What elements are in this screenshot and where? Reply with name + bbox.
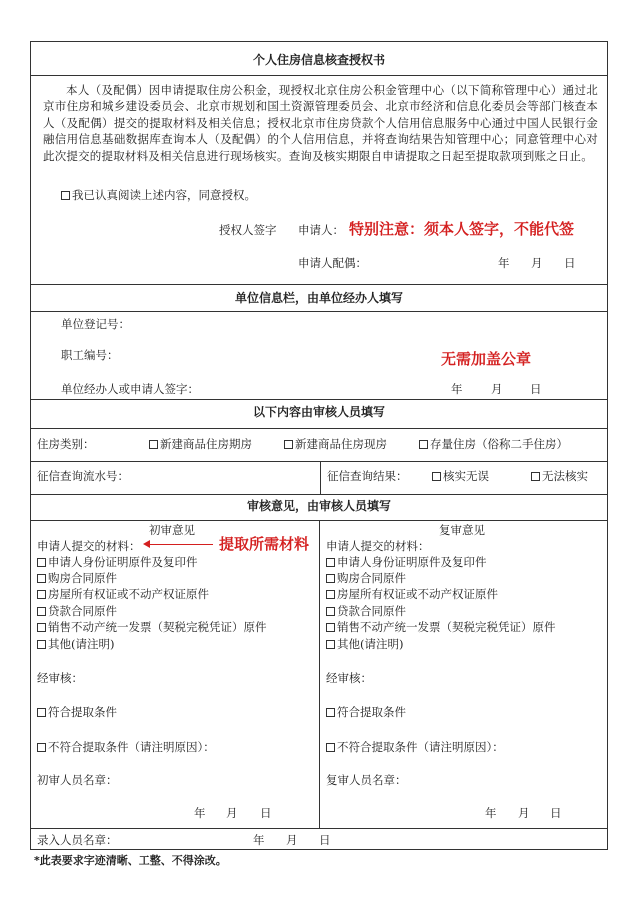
first-date-year: 年 xyxy=(194,806,206,820)
housing-option xyxy=(149,436,252,452)
reviewer-section-title: 以下内容由审核人员填写 xyxy=(252,405,385,419)
entry-date-year: 年 xyxy=(253,833,265,847)
first-meets-row xyxy=(37,704,117,720)
second-review-heading: 复审意见 xyxy=(439,523,485,537)
housing-option-checkbox[interactable] xyxy=(149,440,158,449)
second-material-checkbox[interactable] xyxy=(326,558,335,567)
second-material-label: 申请人身份证明原件及复印件 xyxy=(337,555,487,569)
second-meets-row xyxy=(326,704,406,720)
first-not-meets-row xyxy=(37,739,215,755)
divider xyxy=(319,520,320,828)
second-material-label: 销售不动产统一发票（契税完税凭证）原件 xyxy=(337,620,556,634)
unit-date-month: 月 xyxy=(491,382,503,396)
divider xyxy=(31,75,607,76)
divider xyxy=(31,461,607,462)
spouse-label: 申请人配偶： xyxy=(298,256,367,270)
spouse-date-month: 月 xyxy=(531,256,543,270)
second-material xyxy=(326,586,498,602)
first-review-heading: 初审意见 xyxy=(149,523,195,537)
first-material-checkbox[interactable] xyxy=(37,623,46,632)
second-date-year: 年 xyxy=(485,806,497,820)
first-material-checkbox[interactable] xyxy=(37,590,46,599)
divider xyxy=(31,399,607,400)
second-date-month: 月 xyxy=(518,806,530,820)
second-not-meets-checkbox[interactable] xyxy=(326,743,335,752)
agree-checkbox-label: 我已认真阅读上述内容，同意授权。 xyxy=(72,188,256,202)
second-material xyxy=(326,603,406,619)
second-material xyxy=(326,570,406,586)
first-material-checkbox[interactable] xyxy=(37,558,46,567)
signature-label: 授权人签字 xyxy=(219,223,277,237)
first-material-label: 其他(请注明) xyxy=(48,637,115,651)
first-material-checkbox[interactable] xyxy=(37,574,46,583)
second-material-checkbox[interactable] xyxy=(326,590,335,599)
applicant-signature-note: 特别注意：须本人签字，不能代签 xyxy=(349,220,575,238)
credit-option xyxy=(432,468,489,484)
first-material-label: 房屋所有权证或不动产权证原件 xyxy=(48,587,209,601)
first-material xyxy=(37,636,114,652)
review-section-title: 审核意见，由审核人员填写 xyxy=(246,499,391,513)
divider xyxy=(31,828,607,829)
credit-option xyxy=(531,468,588,484)
second-material-label: 房屋所有权证或不动产权证原件 xyxy=(337,587,498,601)
first-material-label: 销售不动产统一发票（契税完税凭证）原件 xyxy=(48,620,267,634)
first-material xyxy=(37,603,117,619)
housing-option xyxy=(419,436,568,452)
first-material xyxy=(37,554,198,570)
second-materials-label: 申请人提交的材料： xyxy=(326,539,430,553)
housing-option xyxy=(284,436,387,452)
second-material xyxy=(326,554,487,570)
first-material-label: 申请人身份证明原件及复印件 xyxy=(48,555,198,569)
second-meets-checkbox[interactable] xyxy=(326,708,335,717)
second-material-checkbox[interactable] xyxy=(326,607,335,616)
stamp-note: 无需加盖公章 xyxy=(441,350,532,368)
second-material xyxy=(326,636,403,652)
second-seal-label: 复审人员名章： xyxy=(326,773,407,787)
credit-option-checkbox[interactable] xyxy=(531,472,540,481)
second-material-checkbox[interactable] xyxy=(326,623,335,632)
first-date-day: 日 xyxy=(260,806,272,820)
authorization-paragraph: 本人（及配偶）因申请提取住房公积金，现授权北京住房公积金管理中心（以下简称管理中心）通过北京市住房和城乡建设委员会、北京市规划和国土资源管理委员会、北京市经济和信息化委员会等部门核查本人（及配偶）提交的提取材料及相关信息；授权北京市住房贷款个人信用信息服务中心通过中国人民银行金融信用信息基础数据库查询本人（及配偶）的个人信用信息，并将查询结果告知管理中心；同意管理中心对此次提交的提取材料及相关信息进行现场核实。查询及核实期限自申请提取之日起至提取款项到账之日止。 xyxy=(43,83,598,163)
divider xyxy=(31,311,607,312)
second-material-checkbox[interactable] xyxy=(326,574,335,583)
divider xyxy=(31,428,607,429)
second-material-checkbox[interactable] xyxy=(326,640,335,649)
first-date-month: 月 xyxy=(226,806,238,820)
spouse-date-year: 年 xyxy=(498,256,510,270)
divider xyxy=(31,494,607,495)
unit-date-day: 日 xyxy=(530,382,542,396)
first-not-meets-checkbox[interactable] xyxy=(37,743,46,752)
first-material-label: 贷款合同原件 xyxy=(48,604,117,618)
second-material-label: 购房合同原件 xyxy=(337,571,406,585)
annotation-arrow xyxy=(147,544,213,545)
spouse-date-day: 日 xyxy=(564,256,576,270)
employee-no-label: 职工编号： xyxy=(61,348,119,362)
footnote: *此表要求字迹清晰、工整、不得涂改。 xyxy=(34,854,227,867)
first-seal-label: 初审人员名章： xyxy=(37,773,118,787)
form-title: 个人住房信息核查授权书 xyxy=(252,53,385,67)
unit-section-title: 单位信息栏，由单位经办人填写 xyxy=(234,291,403,305)
entry-date-day: 日 xyxy=(319,833,331,847)
agree-row xyxy=(61,187,256,203)
credit-option-label: 无法核实 xyxy=(542,469,588,483)
first-meets-checkbox[interactable] xyxy=(37,708,46,717)
first-material-checkbox[interactable] xyxy=(37,640,46,649)
authorization-form xyxy=(30,41,608,850)
second-material-label: 贷款合同原件 xyxy=(337,604,406,618)
credit-serial-label: 征信查询流水号： xyxy=(37,469,129,483)
agree-checkbox[interactable] xyxy=(61,191,70,200)
second-audit-label: 经审核： xyxy=(326,671,372,685)
materials-note: 提取所需材料 xyxy=(219,535,310,553)
housing-option-checkbox[interactable] xyxy=(419,440,428,449)
first-material-checkbox[interactable] xyxy=(37,607,46,616)
credit-option-checkbox[interactable] xyxy=(432,472,441,481)
first-material xyxy=(37,570,117,586)
first-material xyxy=(37,586,209,602)
first-meets-label: 符合提取条件 xyxy=(48,705,117,719)
second-date-day: 日 xyxy=(550,806,562,820)
divider xyxy=(31,284,607,285)
credit-result-label: 征信查询结果： xyxy=(327,469,408,483)
divider xyxy=(320,461,321,494)
first-audit-label: 经审核： xyxy=(37,671,83,685)
first-material-label: 购房合同原件 xyxy=(48,571,117,585)
credit-option-label: 核实无误 xyxy=(443,469,489,483)
housing-option-label: 新建商品住房期房 xyxy=(160,437,252,451)
first-materials-label: 申请人提交的材料： xyxy=(37,539,141,553)
second-material xyxy=(326,619,556,635)
annotation-arrow-head xyxy=(143,540,150,548)
second-meets-label: 符合提取条件 xyxy=(337,705,406,719)
entry-date-month: 月 xyxy=(286,833,298,847)
first-not-meets-label: 不符合提取条件（请注明原因）： xyxy=(48,740,215,754)
second-not-meets-label: 不符合提取条件（请注明原因）： xyxy=(337,740,504,754)
entry-label: 录入人员名章： xyxy=(37,833,118,847)
unit-date-year: 年 xyxy=(451,382,463,396)
first-material xyxy=(37,619,267,635)
unit-sign-label: 单位经办人或申请人签字： xyxy=(61,382,199,396)
second-material-label: 其他(请注明) xyxy=(337,637,404,651)
unit-reg-no-label: 单位登记号： xyxy=(61,317,130,331)
housing-option-label: 存量住房（俗称二手住房） xyxy=(430,437,568,451)
applicant-label: 申请人： xyxy=(298,223,344,237)
housing-option-label: 新建商品住房现房 xyxy=(295,437,387,451)
second-not-meets-row xyxy=(326,739,504,755)
housing-type-label: 住房类别： xyxy=(37,437,95,451)
housing-option-checkbox[interactable] xyxy=(284,440,293,449)
